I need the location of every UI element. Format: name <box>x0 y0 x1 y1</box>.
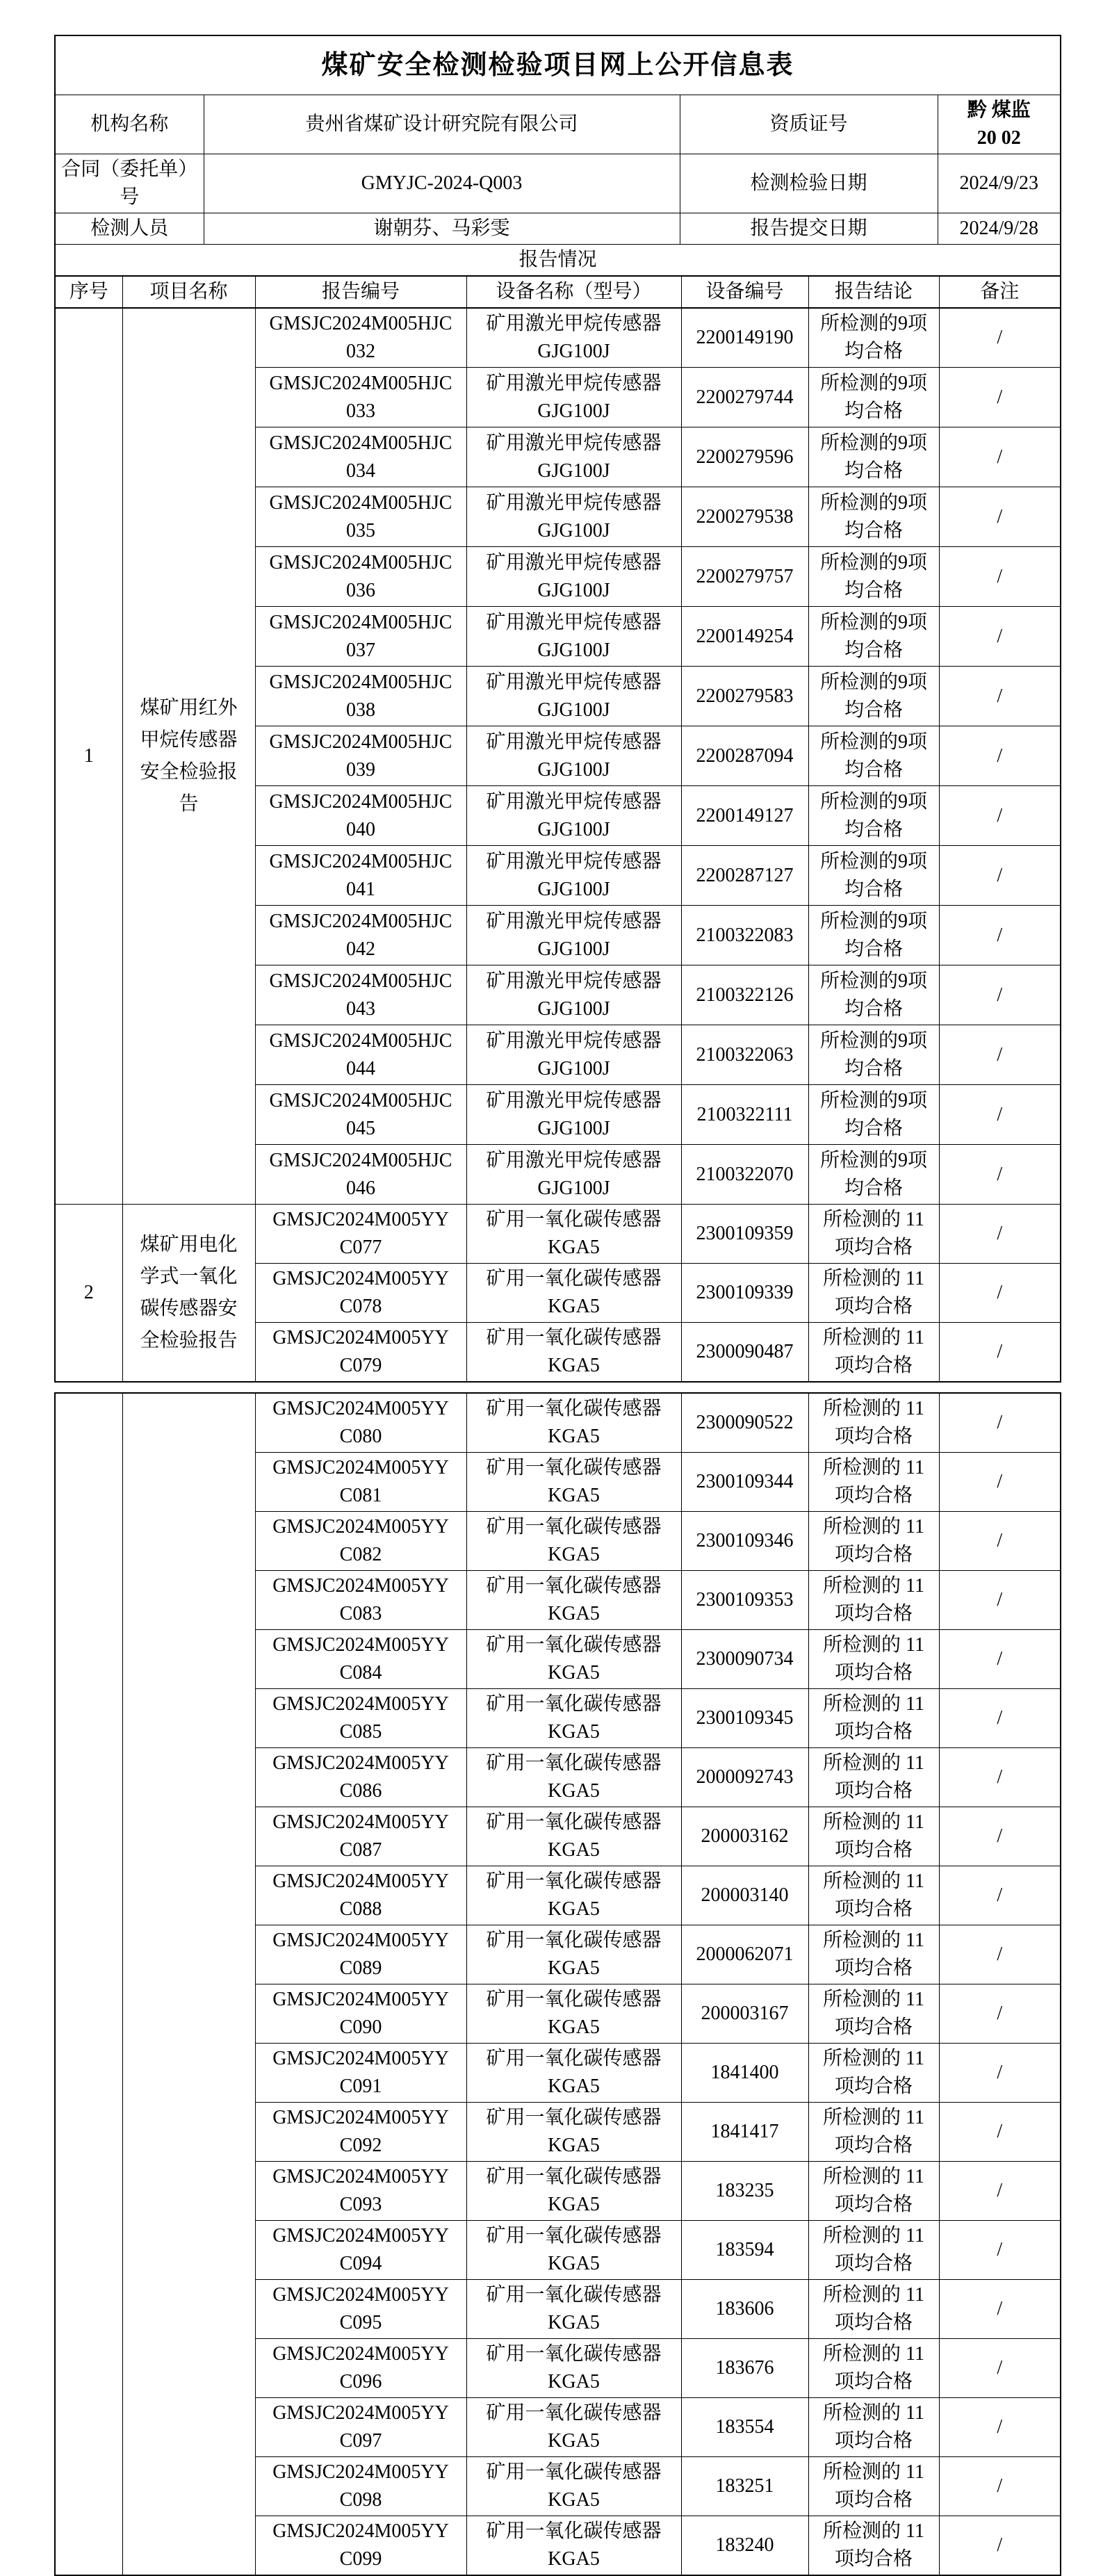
remark-cell: / <box>939 308 1061 368</box>
report-no-cell: GMSJC2024M005YY C087 <box>255 1807 466 1866</box>
device-no-cell: 2000062071 <box>681 1925 808 1984</box>
remark-cell: / <box>939 1323 1061 1383</box>
device-no-cell: 1841400 <box>681 2044 808 2103</box>
remark-cell: / <box>939 2103 1061 2162</box>
remark-cell: / <box>939 2044 1061 2103</box>
device-name-cell: 矿用一氧化碳传感器 KGA5 <box>466 2280 681 2339</box>
conclusion-cell: 所检测的 11 项均合格 <box>808 1807 939 1866</box>
contract-row <box>55 154 1061 213</box>
report-no-cell: GMSJC2024M005HJC 039 <box>255 726 466 786</box>
remark-cell: / <box>939 2162 1061 2221</box>
report-no-cell: GMSJC2024M005YY C081 <box>255 1453 466 1512</box>
device-no-cell: 200003167 <box>681 1984 808 2044</box>
device-name-cell: 矿用一氧化碳传感器 KGA5 <box>466 2162 681 2221</box>
remark-cell: / <box>939 1748 1061 1807</box>
cert-label: 资质证号 <box>680 95 938 154</box>
report-table-page1 <box>54 275 1061 1383</box>
page-title: 煤矿安全检测检验项目网上公开信息表 <box>55 35 1061 95</box>
report-no-cell: GMSJC2024M005YY C079 <box>255 1323 466 1383</box>
report-no-cell: GMSJC2024M005HJC 040 <box>255 786 466 846</box>
conclusion-cell: 所检测的9项 均合格 <box>808 427 939 487</box>
conclusion-cell: 所检测的 11 项均合格 <box>808 2457 939 2516</box>
project-name-cell-empty <box>122 1393 255 2575</box>
column-header-row <box>55 276 1061 308</box>
report-no-cell: GMSJC2024M005HJC 046 <box>255 1145 466 1205</box>
remark-cell: / <box>939 1025 1061 1085</box>
device-name-cell: 矿用一氧化碳传感器 KGA5 <box>466 1984 681 2044</box>
report-no-cell: GMSJC2024M005YY C088 <box>255 1866 466 1925</box>
device-no-cell: 200003162 <box>681 1807 808 1866</box>
col-header-seq: 序号 <box>55 276 122 308</box>
device-no-cell: 1841417 <box>681 2103 808 2162</box>
report-no-cell: GMSJC2024M005YY C085 <box>255 1689 466 1748</box>
col-header-device-name: 设备名称（型号） <box>466 276 681 308</box>
remark-cell: / <box>939 906 1061 965</box>
device-no-cell: 183251 <box>681 2457 808 2516</box>
project-name-cell: 煤矿用红外甲烷传感器安全检验报告 <box>122 308 255 1205</box>
report-no-cell: GMSJC2024M005HJC 036 <box>255 547 466 607</box>
col-header-device-no: 设备编号 <box>681 276 808 308</box>
device-name-cell: 矿用激光甲烷传感器 GJG100J <box>466 846 681 906</box>
device-name-cell: 矿用激光甲烷传感器 GJG100J <box>466 726 681 786</box>
conclusion-cell: 所检测的9项 均合格 <box>808 726 939 786</box>
device-no-cell: 183240 <box>681 2516 808 2576</box>
device-no-cell: 2200149127 <box>681 786 808 846</box>
device-no-cell: 2300109344 <box>681 1453 808 1512</box>
conclusion-cell: 所检测的 11 项均合格 <box>808 1866 939 1925</box>
conclusion-cell: 所检测的 11 项均合格 <box>808 1512 939 1571</box>
device-no-cell: 2300109353 <box>681 1571 808 1630</box>
device-no-cell: 2300090487 <box>681 1323 808 1383</box>
report-no-cell: GMSJC2024M005HJC 032 <box>255 308 466 368</box>
report-no-cell: GMSJC2024M005HJC 033 <box>255 368 466 427</box>
conclusion-cell: 所检测的9项 均合格 <box>808 308 939 368</box>
report-section-label: 报告情况 <box>55 244 1061 276</box>
remark-cell: / <box>939 1085 1061 1145</box>
device-no-cell: 2200279744 <box>681 368 808 427</box>
device-no-cell: 2300109345 <box>681 1689 808 1748</box>
device-no-cell: 183235 <box>681 2162 808 2221</box>
conclusion-cell: 所检测的 11 项均合格 <box>808 1571 939 1630</box>
device-name-cell: 矿用一氧化碳传感器 KGA5 <box>466 1571 681 1630</box>
device-name-cell: 矿用一氧化碳传感器 KGA5 <box>466 1748 681 1807</box>
device-name-cell: 矿用一氧化碳传感器 KGA5 <box>466 2516 681 2576</box>
remark-cell: / <box>939 1453 1061 1512</box>
device-name-cell: 矿用一氧化碳传感器 KGA5 <box>466 2339 681 2398</box>
device-name-cell: 矿用一氧化碳传感器 KGA5 <box>466 1630 681 1689</box>
device-name-cell: 矿用一氧化碳传感器 KGA5 <box>466 1205 681 1264</box>
remark-cell: / <box>939 1630 1061 1689</box>
remark-cell: / <box>939 1984 1061 2044</box>
report-no-cell: GMSJC2024M005YY C097 <box>255 2398 466 2457</box>
conclusion-cell: 所检测的 11 项均合格 <box>808 2221 939 2280</box>
remark-cell: / <box>939 1264 1061 1323</box>
remark-cell: / <box>939 1512 1061 1571</box>
test-date-value: 2024/9/23 <box>938 154 1061 213</box>
device-name-cell: 矿用激光甲烷传感器 GJG100J <box>466 906 681 965</box>
report-no-cell: GMSJC2024M005YY C095 <box>255 2280 466 2339</box>
personnel-label: 检测人员 <box>55 213 204 244</box>
device-name-cell: 矿用一氧化碳传感器 KGA5 <box>466 2103 681 2162</box>
device-name-cell: 矿用一氧化碳传感器 KGA5 <box>466 1453 681 1512</box>
conclusion-cell: 所检测的 11 项均合格 <box>808 1453 939 1512</box>
col-header-report-no: 报告编号 <box>255 276 466 308</box>
seq-cell: 1 <box>55 308 122 1205</box>
device-no-cell: 2100322126 <box>681 965 808 1025</box>
conclusion-cell: 所检测的9项 均合格 <box>808 667 939 726</box>
remark-cell: / <box>939 2221 1061 2280</box>
device-name-cell: 矿用一氧化碳传感器 KGA5 <box>466 1689 681 1748</box>
table-row <box>55 1393 1061 1453</box>
table-row <box>55 1205 1061 1264</box>
device-no-cell: 200003140 <box>681 1866 808 1925</box>
remark-cell: / <box>939 1689 1061 1748</box>
report-no-cell: GMSJC2024M005YY C080 <box>255 1393 466 1453</box>
device-no-cell: 183594 <box>681 2221 808 2280</box>
report-no-cell: GMSJC2024M005HJC 045 <box>255 1085 466 1145</box>
report-no-cell: GMSJC2024M005HJC 043 <box>255 965 466 1025</box>
device-no-cell: 183676 <box>681 2339 808 2398</box>
project-name-cell: 煤矿用电化学式一氧化碳传感器安全检验报告 <box>122 1205 255 1383</box>
report-section-row <box>55 244 1061 276</box>
conclusion-cell: 所检测的9项 均合格 <box>808 965 939 1025</box>
report-no-cell: GMSJC2024M005HJC 044 <box>255 1025 466 1085</box>
submit-date-label: 报告提交日期 <box>680 213 938 244</box>
device-name-cell: 矿用一氧化碳传感器 KGA5 <box>466 2457 681 2516</box>
report-no-cell: GMSJC2024M005HJC 037 <box>255 607 466 667</box>
report-no-cell: GMSJC2024M005YY C083 <box>255 1571 466 1630</box>
device-no-cell: 2100322083 <box>681 906 808 965</box>
conclusion-cell: 所检测的 11 项均合格 <box>808 1984 939 2044</box>
conclusion-cell: 所检测的 11 项均合格 <box>808 2516 939 2576</box>
remark-cell: / <box>939 1925 1061 1984</box>
org-value: 贵州省煤矿设计研究院有限公司 <box>204 95 680 154</box>
conclusion-cell: 所检测的9项 均合格 <box>808 1145 939 1205</box>
org-label: 机构名称 <box>55 95 204 154</box>
conclusion-cell: 所检测的 11 项均合格 <box>808 2280 939 2339</box>
device-name-cell: 矿用激光甲烷传感器 GJG100J <box>466 1085 681 1145</box>
remark-cell: / <box>939 2280 1061 2339</box>
report-no-cell: GMSJC2024M005HJC 034 <box>255 427 466 487</box>
remark-cell: / <box>939 2516 1061 2576</box>
remark-cell: / <box>939 2339 1061 2398</box>
device-name-cell: 矿用一氧化碳传感器 KGA5 <box>466 1264 681 1323</box>
personnel-value: 谢朝芬、马彩雯 <box>204 213 680 244</box>
device-name-cell: 矿用激光甲烷传感器 GJG100J <box>466 427 681 487</box>
conclusion-cell: 所检测的 11 项均合格 <box>808 1925 939 1984</box>
report-no-cell: GMSJC2024M005HJC 041 <box>255 846 466 906</box>
device-no-cell: 2200287127 <box>681 846 808 906</box>
conclusion-cell: 所检测的 11 项均合格 <box>808 1393 939 1453</box>
report-no-cell: GMSJC2024M005HJC 035 <box>255 487 466 547</box>
conclusion-cell: 所检测的9项 均合格 <box>808 368 939 427</box>
device-no-cell: 2300109346 <box>681 1512 808 1571</box>
report-no-cell: GMSJC2024M005YY C098 <box>255 2457 466 2516</box>
report-no-cell: GMSJC2024M005YY C078 <box>255 1264 466 1323</box>
device-name-cell: 矿用一氧化碳传感器 KGA5 <box>466 1866 681 1925</box>
title-row <box>55 35 1061 95</box>
header-info-table <box>54 35 1061 277</box>
device-name-cell: 矿用激光甲烷传感器 GJG100J <box>466 547 681 607</box>
col-header-project: 项目名称 <box>122 276 255 308</box>
personnel-row <box>55 213 1061 244</box>
seq-cell: 2 <box>55 1205 122 1383</box>
cert-value: 黔 煤监 20 02 <box>938 95 1061 154</box>
device-name-cell: 矿用一氧化碳传感器 KGA5 <box>466 2221 681 2280</box>
remark-cell: / <box>939 1807 1061 1866</box>
remark-cell: / <box>939 726 1061 786</box>
device-name-cell: 矿用激光甲烷传感器 GJG100J <box>466 965 681 1025</box>
device-no-cell: 2200279757 <box>681 547 808 607</box>
remark-cell: / <box>939 1866 1061 1925</box>
report-no-cell: GMSJC2024M005YY C093 <box>255 2162 466 2221</box>
conclusion-cell: 所检测的9项 均合格 <box>808 1025 939 1085</box>
remark-cell: / <box>939 2457 1061 2516</box>
device-no-cell: 2300109339 <box>681 1264 808 1323</box>
conclusion-cell: 所检测的 11 项均合格 <box>808 2044 939 2103</box>
report-no-cell: GMSJC2024M005YY C086 <box>255 1748 466 1807</box>
device-name-cell: 矿用一氧化碳传感器 KGA5 <box>466 1925 681 1984</box>
conclusion-cell: 所检测的9项 均合格 <box>808 607 939 667</box>
remark-cell: / <box>939 487 1061 547</box>
submit-date-value: 2024/9/28 <box>938 213 1061 244</box>
report-no-cell: GMSJC2024M005YY C099 <box>255 2516 466 2576</box>
org-row <box>55 95 1061 154</box>
remark-cell: / <box>939 547 1061 607</box>
device-name-cell: 矿用激光甲烷传感器 GJG100J <box>466 1145 681 1205</box>
remark-cell: / <box>939 2398 1061 2457</box>
report-no-cell: GMSJC2024M005YY C096 <box>255 2339 466 2398</box>
remark-cell: / <box>939 667 1061 726</box>
remark-cell: / <box>939 965 1061 1025</box>
conclusion-cell: 所检测的9项 均合格 <box>808 487 939 547</box>
device-no-cell: 2200279596 <box>681 427 808 487</box>
device-name-cell: 矿用激光甲烷传感器 GJG100J <box>466 667 681 726</box>
device-no-cell: 2100322070 <box>681 1145 808 1205</box>
remark-cell: / <box>939 427 1061 487</box>
device-no-cell: 183554 <box>681 2398 808 2457</box>
device-no-cell: 2200149190 <box>681 308 808 368</box>
conclusion-cell: 所检测的 11 项均合格 <box>808 1264 939 1323</box>
conclusion-cell: 所检测的 11 项均合格 <box>808 1748 939 1807</box>
test-date-label: 检测检验日期 <box>680 154 938 213</box>
device-no-cell: 2200149254 <box>681 607 808 667</box>
device-name-cell: 矿用一氧化碳传感器 KGA5 <box>466 1512 681 1571</box>
conclusion-cell: 所检测的9项 均合格 <box>808 1085 939 1145</box>
device-no-cell: 2100322111 <box>681 1085 808 1145</box>
conclusion-cell: 所检测的 11 项均合格 <box>808 2103 939 2162</box>
device-no-cell: 2200279583 <box>681 667 808 726</box>
conclusion-cell: 所检测的9项 均合格 <box>808 906 939 965</box>
report-no-cell: GMSJC2024M005YY C077 <box>255 1205 466 1264</box>
device-no-cell: 2300109359 <box>681 1205 808 1264</box>
conclusion-cell: 所检测的 11 项均合格 <box>808 1630 939 1689</box>
device-no-cell: 2100322063 <box>681 1025 808 1085</box>
conclusion-cell: 所检测的 11 项均合格 <box>808 2398 939 2457</box>
device-no-cell: 2200279538 <box>681 487 808 547</box>
conclusion-cell: 所检测的9项 均合格 <box>808 786 939 846</box>
report-no-cell: GMSJC2024M005YY C091 <box>255 2044 466 2103</box>
report-no-cell: GMSJC2024M005YY C094 <box>255 2221 466 2280</box>
contract-label: 合同（委托单）号 <box>55 154 204 213</box>
remark-cell: / <box>939 368 1061 427</box>
report-no-cell: GMSJC2024M005YY C084 <box>255 1630 466 1689</box>
report-no-cell: GMSJC2024M005YY C092 <box>255 2103 466 2162</box>
seq-cell-empty <box>55 1393 122 2575</box>
remark-cell: / <box>939 1145 1061 1205</box>
device-name-cell: 矿用激光甲烷传感器 GJG100J <box>466 308 681 368</box>
device-name-cell: 矿用一氧化碳传感器 KGA5 <box>466 1807 681 1866</box>
device-name-cell: 矿用激光甲烷传感器 GJG100J <box>466 786 681 846</box>
conclusion-cell: 所检测的 11 项均合格 <box>808 1689 939 1748</box>
conclusion-cell: 所检测的9项 均合格 <box>808 846 939 906</box>
device-no-cell: 2200287094 <box>681 726 808 786</box>
remark-cell: / <box>939 846 1061 906</box>
remark-cell: / <box>939 1571 1061 1630</box>
remark-cell: / <box>939 1393 1061 1453</box>
conclusion-cell: 所检测的9项 均合格 <box>808 547 939 607</box>
remark-cell: / <box>939 1205 1061 1264</box>
report-no-cell: GMSJC2024M005YY C090 <box>255 1984 466 2044</box>
conclusion-cell: 所检测的 11 项均合格 <box>808 1205 939 1264</box>
device-name-cell: 矿用一氧化碳传感器 KGA5 <box>466 1323 681 1383</box>
device-no-cell: 2000092743 <box>681 1748 808 1807</box>
report-no-cell: GMSJC2024M005HJC 038 <box>255 667 466 726</box>
remark-cell: / <box>939 786 1061 846</box>
device-no-cell: 2300090522 <box>681 1393 808 1453</box>
table-row <box>55 308 1061 368</box>
device-no-cell: 183606 <box>681 2280 808 2339</box>
info-sheet <box>54 35 1060 2576</box>
device-name-cell: 矿用激光甲烷传感器 GJG100J <box>466 1025 681 1085</box>
col-header-conclusion: 报告结论 <box>808 276 939 308</box>
conclusion-cell: 所检测的 11 项均合格 <box>808 2339 939 2398</box>
conclusion-cell: 所检测的 11 项均合格 <box>808 2162 939 2221</box>
device-name-cell: 矿用激光甲烷传感器 GJG100J <box>466 487 681 547</box>
col-header-remark: 备注 <box>939 276 1061 308</box>
remark-cell: / <box>939 607 1061 667</box>
report-no-cell: GMSJC2024M005YY C082 <box>255 1512 466 1571</box>
device-name-cell: 矿用一氧化碳传感器 KGA5 <box>466 1393 681 1453</box>
device-name-cell: 矿用激光甲烷传感器 GJG100J <box>466 368 681 427</box>
device-no-cell: 2300090734 <box>681 1630 808 1689</box>
device-name-cell: 矿用一氧化碳传感器 KGA5 <box>466 2044 681 2103</box>
report-no-cell: GMSJC2024M005HJC 042 <box>255 906 466 965</box>
report-table-page2 <box>54 1392 1061 2576</box>
contract-value: GMYJC-2024-Q003 <box>204 154 680 213</box>
device-name-cell: 矿用一氧化碳传感器 KGA5 <box>466 2398 681 2457</box>
report-no-cell: GMSJC2024M005YY C089 <box>255 1925 466 1984</box>
device-name-cell: 矿用激光甲烷传感器 GJG100J <box>466 607 681 667</box>
conclusion-cell: 所检测的 11 项均合格 <box>808 1323 939 1383</box>
page-break-gap <box>54 1383 1060 1392</box>
